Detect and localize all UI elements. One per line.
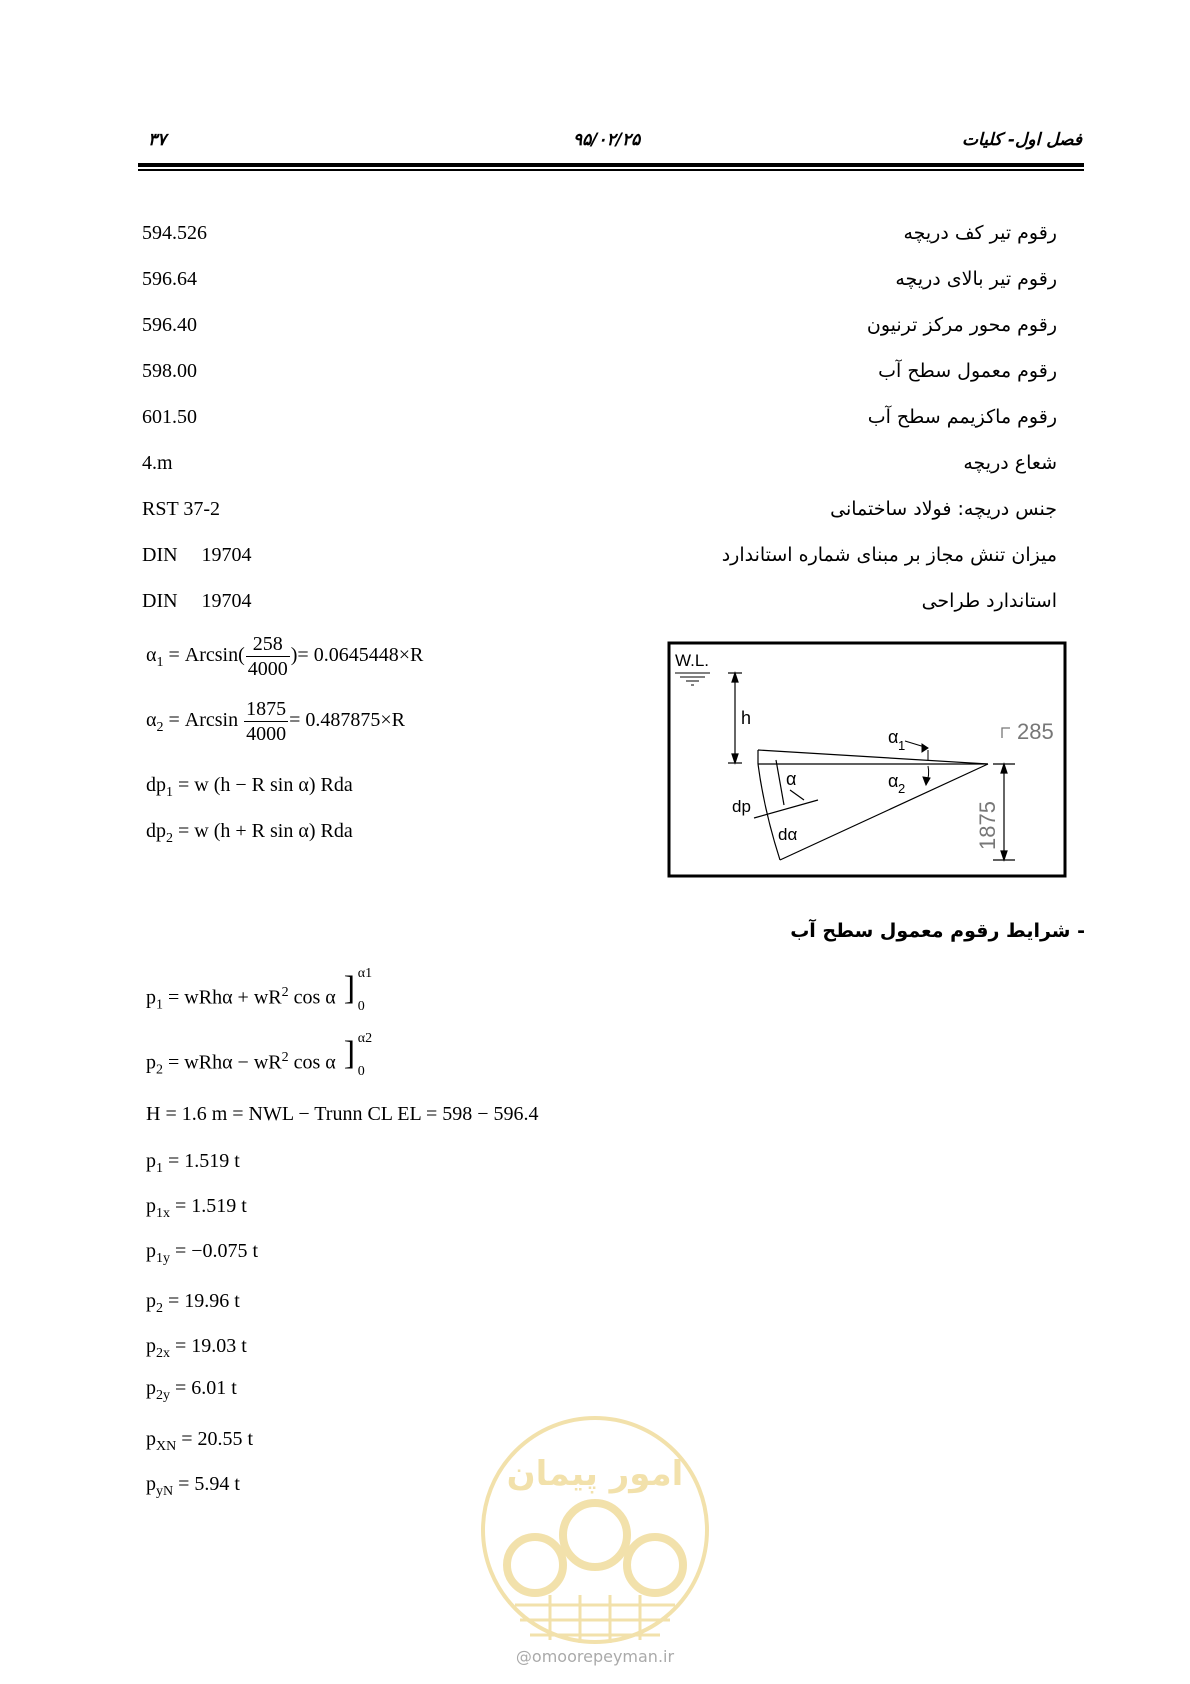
eq-text: cos α (288, 986, 336, 1009)
eq-subscript: 2 (156, 1301, 163, 1316)
watermark-logo (470, 1415, 720, 1680)
param-row (142, 268, 1057, 304)
param-value: 596.64 (142, 268, 197, 290)
eq-symbol: α (146, 644, 157, 667)
eq-text: = 20.55 t (176, 1428, 254, 1450)
diagram-frame (669, 643, 1065, 876)
eq-text: = 19.03 t (170, 1335, 247, 1357)
eq-symbol: p (146, 1428, 156, 1450)
alpha2-arc (923, 766, 930, 785)
eq-symbol: α (146, 709, 157, 732)
eq-subscript: 2y (156, 1388, 170, 1403)
eq-text: = 6.01 t (170, 1377, 237, 1399)
param-value-standard: DIN (142, 544, 178, 566)
eq-symbol: p (146, 1473, 156, 1495)
param-label: میزان تنش مجاز بر مبنای شماره استاندارد (721, 544, 1057, 566)
eq-text: = −0.075 t (170, 1240, 259, 1262)
dim-285-bracket (1002, 728, 1010, 738)
param-value: 598.00 (142, 360, 197, 382)
param-row (142, 590, 1057, 626)
eq-text: = 5.94 t (173, 1473, 240, 1495)
param-value-standard: DIN (142, 590, 178, 612)
eq-superscript: 2 (281, 1050, 289, 1065)
param-value (142, 590, 252, 613)
eq-symbol: p (146, 1150, 156, 1172)
param-row (142, 314, 1057, 350)
eq-subscript: 2x (156, 1346, 170, 1361)
equation-alpha1 (146, 632, 423, 681)
alpha2-subscript: 2 (898, 781, 906, 796)
eq-symbol: p (146, 986, 156, 1009)
watermark-ring (483, 1418, 707, 1642)
section-title: - شرایط رقوم معمول سطح آب (790, 920, 1085, 942)
equation-dp1 (146, 774, 353, 801)
alpha1-arrow (905, 741, 928, 760)
eq-text: )= 0.0645448×R (290, 644, 424, 667)
equation-h: H = 1.6 m = NWL − Trunn CL EL = 598 − 596.4 (146, 1103, 539, 1125)
eq-symbol: p (146, 1240, 156, 1262)
eq-text: = Arcsin (163, 709, 244, 732)
param-label: استاندارد طراحی (921, 590, 1057, 612)
bracket-glyph: ] (343, 969, 356, 1007)
dimension-285: 285 (1017, 719, 1054, 744)
eq-subscript: 1y (156, 1251, 170, 1266)
eq-symbol: p (146, 1051, 156, 1074)
result-p1 (146, 1150, 240, 1177)
result-p1y (146, 1240, 258, 1267)
dp-label: dp (732, 797, 751, 816)
eq-text: = w (h − R sin α) Rda (173, 774, 353, 796)
param-value: 601.50 (142, 406, 197, 428)
eq-symbol: p (146, 1290, 156, 1312)
result-p1x (146, 1195, 247, 1222)
fraction-denominator: 4000 (246, 723, 287, 745)
param-value: 4.m (142, 452, 173, 474)
result-p2 (146, 1290, 240, 1317)
gear-icon (507, 1503, 683, 1593)
eq-text: = 19.96 t (163, 1290, 240, 1312)
upper-limit: α2 (357, 1030, 373, 1046)
eq-subscript: 2 (166, 831, 173, 846)
equation-p1 (146, 965, 380, 1014)
h-label: h (741, 708, 752, 728)
eq-symbol: p (146, 1377, 156, 1399)
header-rule-thin (138, 169, 1084, 171)
param-label: رقوم تیر بالای دریچه (895, 268, 1057, 290)
eq-subscript: yN (156, 1484, 174, 1499)
alpha2-label: α (888, 771, 899, 791)
h-dimension (728, 673, 742, 763)
param-label: رقوم ماکزیمم سطح آب (867, 406, 1057, 428)
param-value: RST 37-2 (142, 498, 220, 520)
alpha-label: α (786, 769, 797, 789)
eq-text: = 1.519 t (170, 1195, 247, 1217)
gate-diagram (660, 640, 1075, 880)
param-row (142, 544, 1057, 580)
dimension-1875: 1875 (975, 801, 1000, 850)
upper-limit: α1 (357, 965, 373, 981)
eq-subscript: 1 (156, 655, 164, 671)
param-value: 594.526 (142, 222, 207, 244)
fraction-numerator: 258 (246, 632, 290, 657)
param-row (142, 452, 1057, 488)
eq-subscript: 1 (156, 997, 163, 1013)
param-label: شعاع دریچه (963, 452, 1057, 474)
param-value-number: 19704 (201, 590, 252, 612)
result-pxn (146, 1428, 253, 1455)
evaluation-bracket (343, 1030, 380, 1079)
param-value (142, 544, 252, 567)
eq-text: = 1.519 t (163, 1150, 240, 1172)
eq-text: = 0.487875×R (289, 709, 405, 732)
eq-subscript: 2 (156, 1062, 163, 1078)
lower-limit: 0 (357, 998, 365, 1014)
equation-alpha2 (146, 697, 405, 746)
param-row (142, 360, 1057, 396)
fraction (246, 632, 290, 681)
alpha1-subscript: 1 (898, 738, 906, 753)
fraction (244, 697, 288, 746)
fraction-denominator: 4000 (247, 658, 288, 680)
page-number: ۳۷ (148, 130, 167, 150)
watermark-brand: امور پیمان (506, 1454, 684, 1494)
lower-limit: 0 (357, 1063, 365, 1079)
eq-text: cos α (288, 1051, 336, 1074)
result-p2x (146, 1335, 247, 1362)
param-row (142, 222, 1057, 258)
equation-dp2 (146, 820, 353, 847)
param-row (142, 406, 1057, 442)
header-date: ۹۵/۰۲/۲۵ (573, 130, 641, 150)
eq-symbol: dp (146, 774, 166, 796)
bracket-glyph: ] (343, 1034, 356, 1072)
param-row (142, 498, 1057, 534)
header-rule-thick (138, 163, 1084, 167)
eq-subscript: 1 (156, 1161, 163, 1176)
watermark-url: @omoorepeyman.ir (515, 1647, 675, 1666)
param-label: جنس دریچه: فولاد ساختمانی (830, 498, 1057, 520)
param-value-number: 19704 (201, 544, 252, 566)
evaluation-bracket (343, 965, 380, 1014)
eq-superscript: 2 (281, 985, 289, 1000)
param-label: رقوم معمول سطح آب (878, 360, 1057, 382)
result-pyn (146, 1473, 240, 1500)
alpha1-label: α (888, 727, 899, 747)
eq-subscript: XN (156, 1439, 177, 1454)
eq-subscript: 1 (166, 785, 173, 800)
dalpha-label: dα (778, 825, 798, 844)
eq-symbol: p (146, 1195, 156, 1217)
param-value: 596.40 (142, 314, 197, 336)
water-level-label: W.L. (675, 651, 710, 670)
grid-icon (515, 1595, 675, 1643)
eq-text: = w (h + R sin α) Rda (173, 820, 353, 842)
eq-symbol: dp (146, 820, 166, 842)
water-level-symbol (675, 673, 710, 685)
param-label: رقوم تیر کف دریچه (903, 222, 1057, 244)
chapter-title: فصل اول- کلیات (962, 130, 1082, 150)
equation-p2 (146, 1030, 380, 1079)
fraction-numerator: 1875 (246, 698, 287, 720)
eq-subscript: 2 (156, 720, 164, 736)
eq-subscript: 1x (156, 1206, 170, 1221)
eq-text: = wRhα + wR (163, 986, 282, 1009)
eq-text: = Arcsin( (163, 644, 245, 667)
eq-symbol: p (146, 1335, 156, 1357)
result-p2y (146, 1377, 237, 1404)
param-label: رقوم محور مرکز ترنیون (866, 314, 1057, 336)
eq-text: = wRhα − wR (163, 1051, 282, 1074)
